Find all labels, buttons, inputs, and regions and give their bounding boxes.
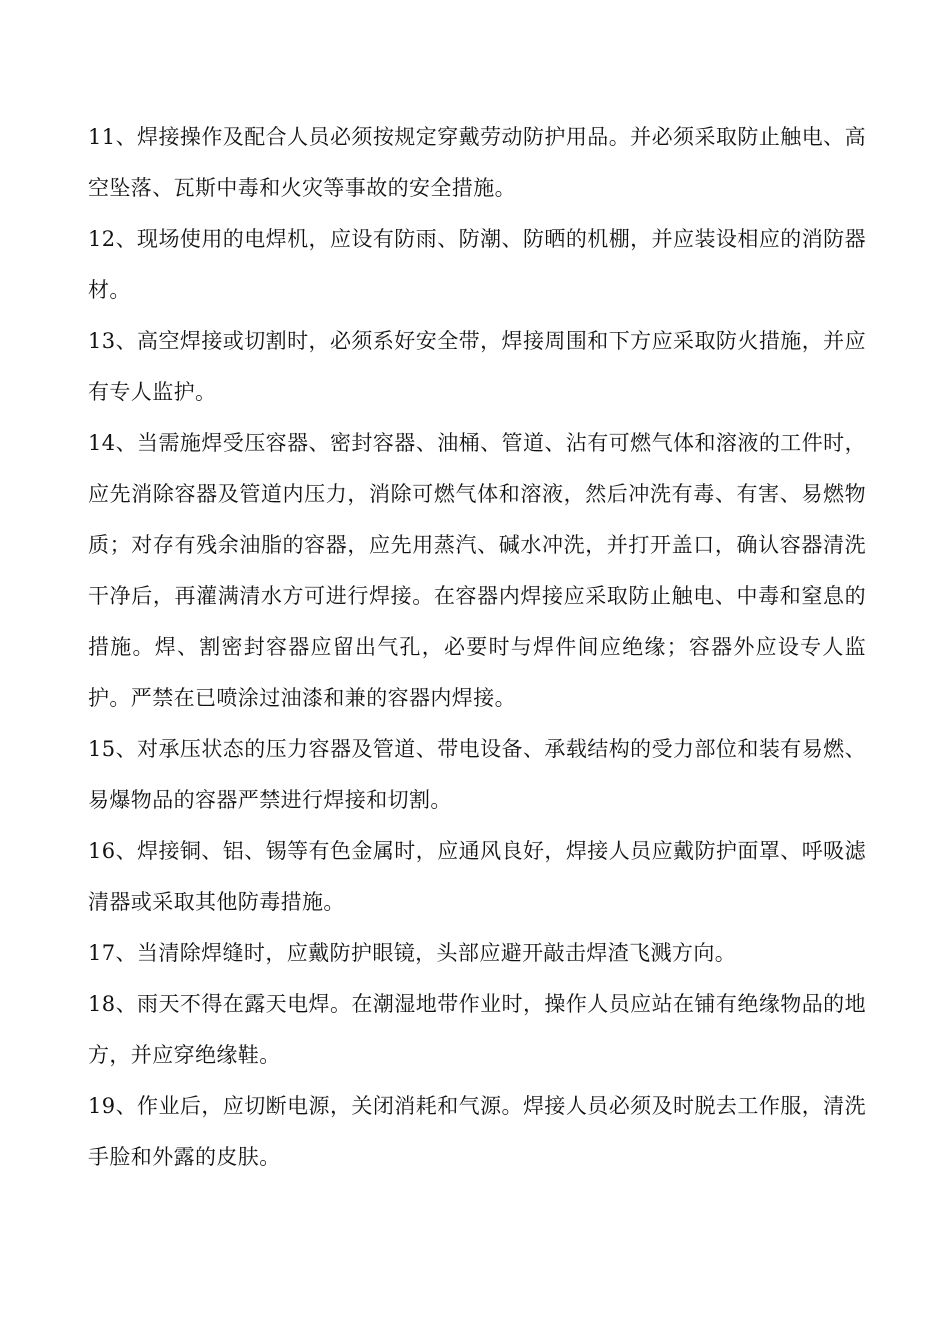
rule-item-19: 19、作业后，应切断电源，关闭消耗和气源。焊接人员必须及时脱去工作服，清洗手脸和外露的皮肤。 [88,1094,866,1169]
rule-item-15: 15、对承压状态的压力容器及管道、带电设备、承载结构的受力部位和装有易燃、易爆物品的容器严禁进行焊接和切割。 [88,737,866,812]
rule-item-11: 11、焊接操作及配合人员必须按规定穿戴劳动防护用品。并必须采取防止触电、高空坠落、瓦斯中毒和火灾等事故的安全措施。 [88,125,866,200]
rule-item-14: 14、当需施焊受压容器、密封容器、油桶、管道、沾有可燃气体和溶液的工件时，应先消除容器及管道内压力，消除可燃气体和溶液，然后冲洗有毒、有害、易燃物质；对存有残余油脂的容器，应先用蒸汽、碱水冲洗，并打开盖口，确认容器清洗干净后，再灌满清水方可进行焊接。在容器内焊接应采取防止触电、中毒和窒息的措施。焊、割密封容器应留出气孔，必要时与焊件间应绝缘；容器外应设专人监护。严禁在已喷涂过油漆和兼的容器内焊接。 [88,431,866,710]
rule-item-18: 18、雨天不得在露天电焊。在潮湿地带作业时，操作人员应站在铺有绝缘物品的地方，并应穿绝缘鞋。 [88,992,866,1067]
rule-item-13: 13、高空焊接或切割时，必须系好安全带，焊接周围和下方应采取防火措施，并应有专人监护。 [88,329,866,404]
rule-item-16: 16、焊接铜、铝、锡等有色金属时，应通风良好，焊接人员应戴防护面罩、呼吸滤清器或采取其他防毒措施。 [88,839,866,914]
rule-item-17: 17、当清除焊缝时，应戴防护眼镜，头部应避开敲击焊渣飞溅方向。 [88,941,737,965]
document-body [88,112,866,1183]
rule-item-12: 12、现场使用的电焊机，应设有防雨、防潮、防晒的机棚，并应装设相应的消防器材。 [88,227,866,302]
